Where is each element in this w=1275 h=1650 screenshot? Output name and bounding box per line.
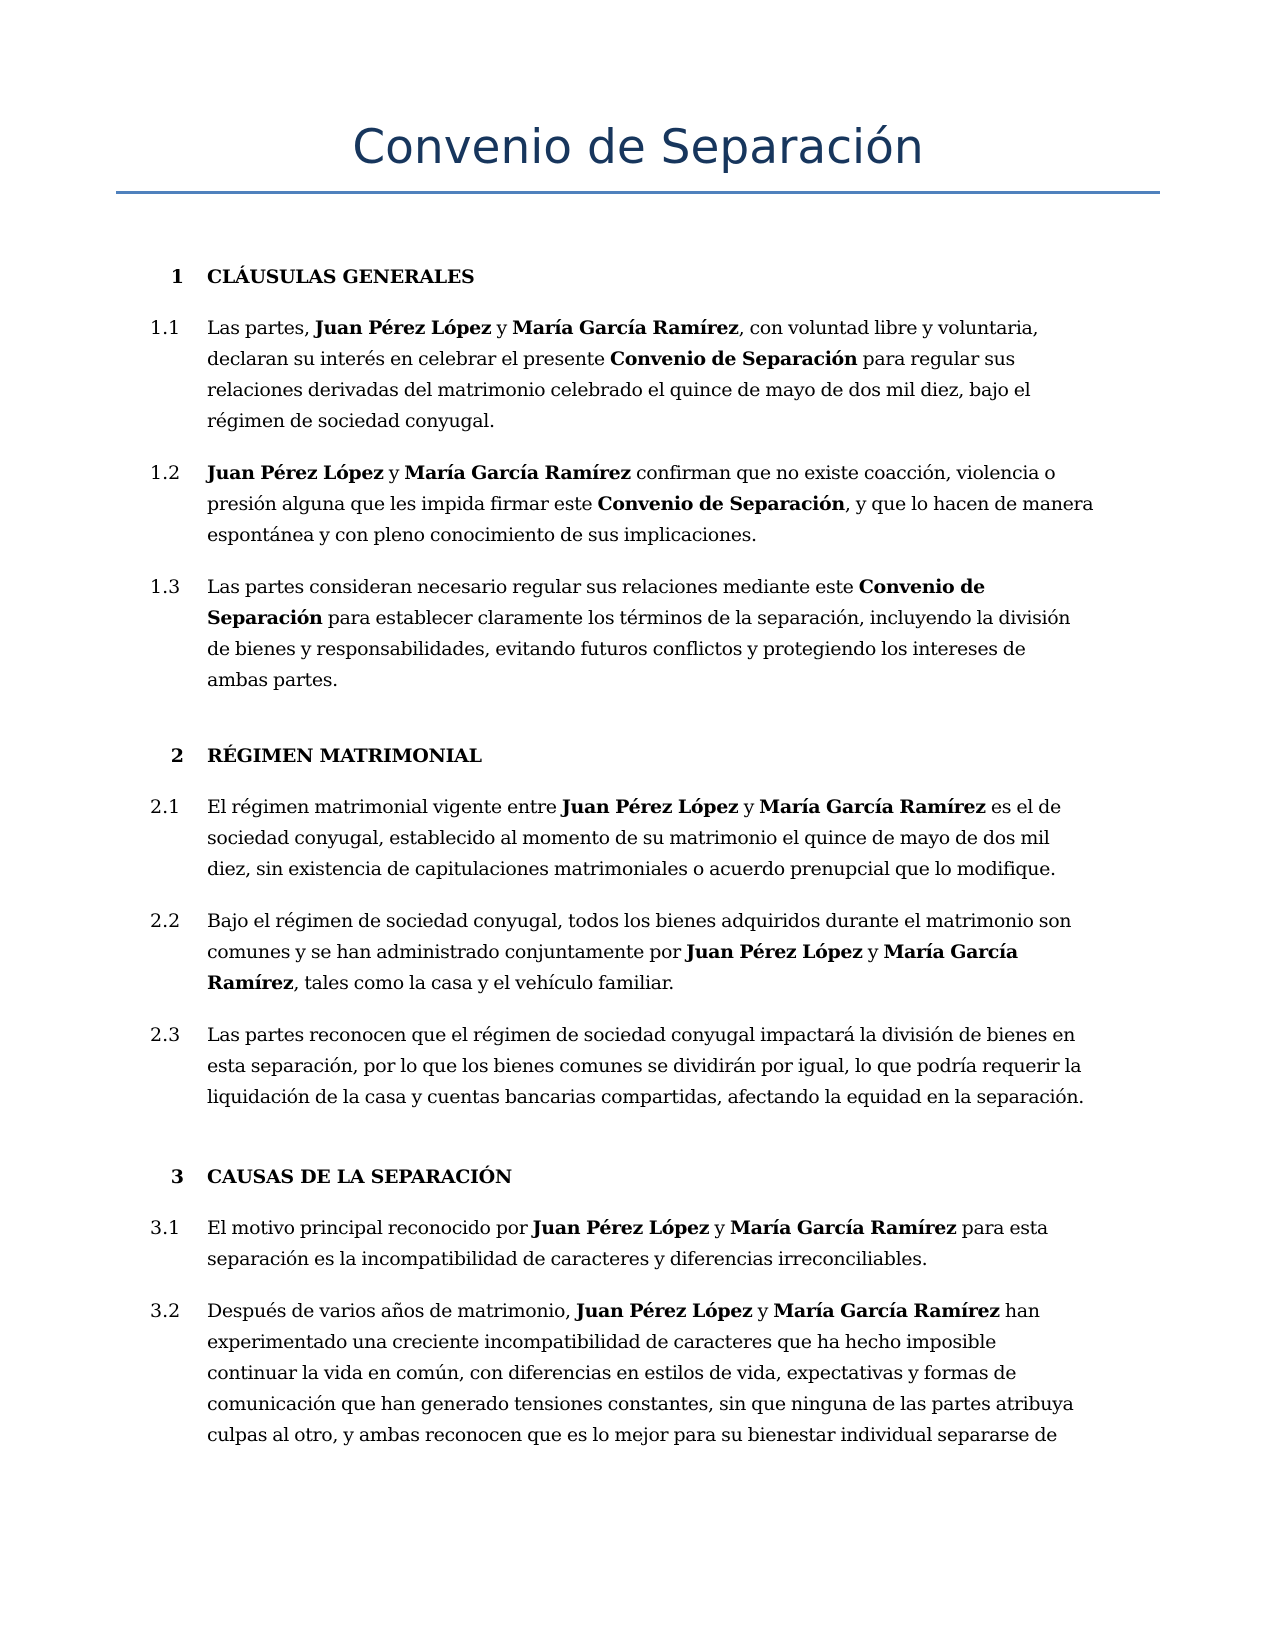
text-run: ambas partes. <box>207 669 338 691</box>
clause-text <box>207 1020 1137 1113</box>
clause-item <box>0 572 1275 696</box>
text-run: experimentado una creciente incompatibilidad de caracteres que ha hecho imposible <box>207 1331 996 1353</box>
text-run: El régimen matrimonial vigente entre <box>207 796 562 818</box>
text-run: y <box>491 317 513 339</box>
text-run: han <box>999 1300 1040 1322</box>
text-run: diez, sin existencia de capitulaciones matrimoniales o acuerdo prenupcial que lo modifique. <box>207 858 1056 880</box>
text-run: presión alguna que les impida firmar este <box>207 493 598 515</box>
clause-item <box>0 313 1275 437</box>
section-number: 1 <box>170 266 184 288</box>
text-run: y <box>752 1300 774 1322</box>
section-regimen-matrimonial <box>0 741 1275 1113</box>
bold-run: Juan Pérez López <box>207 462 384 484</box>
clause-text <box>207 1213 1137 1275</box>
text-run: culpas al otro, y ambas reconocen que es lo mejor para su bienestar individual separarse de <box>207 1424 1058 1446</box>
clause-item <box>0 1020 1275 1113</box>
bold-run: María García <box>883 941 1018 963</box>
text-run: Después de varios años de matrimonio, <box>207 1300 576 1322</box>
text-run: espontánea y con pleno conocimiento de sus implicaciones. <box>207 524 757 546</box>
text-run: , con voluntad libre y voluntaria, <box>738 317 1039 339</box>
clause-list <box>0 1213 1275 1451</box>
clause-text <box>207 792 1137 885</box>
clause-item <box>0 1213 1275 1275</box>
clause-text <box>207 906 1137 999</box>
clause-list <box>0 792 1275 1113</box>
bold-run: María García Ramírez <box>512 317 739 339</box>
text-run: , tales como la casa y el vehículo familiar. <box>293 972 674 994</box>
clause-item <box>0 792 1275 885</box>
title-underline <box>116 191 1160 194</box>
text-run: y <box>738 796 760 818</box>
text-run: es el de <box>985 796 1061 818</box>
clause-list <box>0 313 1275 696</box>
bold-run: Juan Pérez López <box>561 796 739 818</box>
bold-run: María García Ramírez <box>404 462 631 484</box>
clause-text <box>207 313 1137 437</box>
section-title: CAUSAS DE LA SEPARACIÓN <box>207 1166 512 1188</box>
section-causas-separacion <box>0 1162 1275 1451</box>
text-run: declaran su interés en celebrar el presente <box>207 348 610 370</box>
bold-run: María García Ramírez <box>759 796 986 818</box>
text-run: y <box>383 462 405 484</box>
text-run: confirman que no existe coacción, violencia o <box>630 462 1056 484</box>
clause-number: 1.1 <box>150 317 181 339</box>
text-run: esta separación, por lo que los bienes comunes se dividirán por igual, lo que podría requerir la <box>207 1055 1082 1077</box>
text-run: liquidación de la casa y cuentas bancarias compartidas, afectando la equidad en la separación. <box>207 1086 1084 1108</box>
text-run: para regular sus <box>857 348 1015 370</box>
clause-item <box>0 458 1275 551</box>
bold-run: Convenio de Separación <box>597 493 845 515</box>
section-number: 3 <box>170 1166 184 1188</box>
clause-item <box>0 906 1275 999</box>
text-run: Las partes consideran necesario regular sus relaciones mediante este <box>207 576 859 598</box>
text-run: y <box>709 1217 730 1239</box>
section-clausulas-generales <box>0 262 1275 696</box>
text-run: comunicación que han generado tensiones constantes, sin que ninguna de las partes atribuya <box>207 1393 1074 1415</box>
bold-run: María García Ramírez <box>773 1300 1000 1322</box>
clause-number: 1.2 <box>150 462 181 484</box>
text-run: y <box>862 941 884 963</box>
text-run: para establecer claramente los términos de la separación, incluyendo la división <box>322 607 1071 629</box>
clause-number: 3.1 <box>150 1217 181 1239</box>
clause-text <box>207 458 1137 551</box>
clause-number: 2.1 <box>150 796 181 818</box>
section-heading <box>0 1162 1275 1192</box>
clause-item <box>0 1296 1275 1451</box>
section-heading <box>0 262 1275 292</box>
bold-run: Juan Pérez López <box>314 317 492 339</box>
clause-number: 3.2 <box>150 1300 181 1322</box>
clause-number: 2.3 <box>150 1024 181 1046</box>
text-run: continuar la vida en común, con diferencias en estilos de vida, expectativas y formas de <box>207 1362 1017 1384</box>
clause-number: 1.3 <box>150 576 181 598</box>
bold-run: Convenio de <box>858 576 985 598</box>
text-run: Las partes reconocen que el régimen de sociedad conyugal impactará la división de bienes en <box>207 1024 1076 1046</box>
text-run: Bajo el régimen de sociedad conyugal, todos los bienes adquiridos durante el matrimonio son <box>207 910 1072 932</box>
bold-run: Convenio de Separación <box>610 348 858 370</box>
text-run: régimen de sociedad conyugal. <box>207 410 495 432</box>
text-run: relaciones derivadas del matrimonio celebrado el quince de mayo de dos mil diez, bajo el <box>207 379 1031 401</box>
clause-text <box>207 1296 1137 1451</box>
text-run: , y que lo hacen de manera <box>844 493 1094 515</box>
bold-run: Separación <box>207 607 323 629</box>
text-run: comunes y se han administrado conjuntamente por <box>207 941 687 963</box>
bold-run: Juan Pérez López <box>686 941 863 963</box>
section-number: 2 <box>170 745 184 767</box>
text-run: Las partes, <box>207 317 315 339</box>
bold-run: Ramírez <box>207 972 294 994</box>
clause-number: 2.2 <box>150 910 181 932</box>
clause-text <box>207 572 1137 696</box>
section-title: RÉGIMEN MATRIMONIAL <box>207 745 482 767</box>
bold-run: María García Ramírez <box>729 1217 957 1239</box>
text-run: de bienes y responsabilidades, evitando futuros conflictos y protegiendo los intereses de <box>207 638 1026 660</box>
section-title: CLÁUSULAS GENERALES <box>207 266 475 288</box>
section-heading <box>0 741 1275 771</box>
document-title: Convenio de Separación <box>352 120 924 175</box>
bold-run: Juan Pérez López <box>532 1217 710 1239</box>
text-run: sociedad conyugal, establecido al momento de su matrimonio el quince de mayo de dos mil <box>207 827 1050 849</box>
bold-run: Juan Pérez López <box>575 1300 753 1322</box>
text-run: separación es la incompatibilidad de caracteres y diferencias irreconciliables. <box>207 1248 928 1270</box>
text-run: para esta <box>956 1217 1048 1239</box>
text-run: El motivo principal reconocido por <box>207 1217 533 1239</box>
